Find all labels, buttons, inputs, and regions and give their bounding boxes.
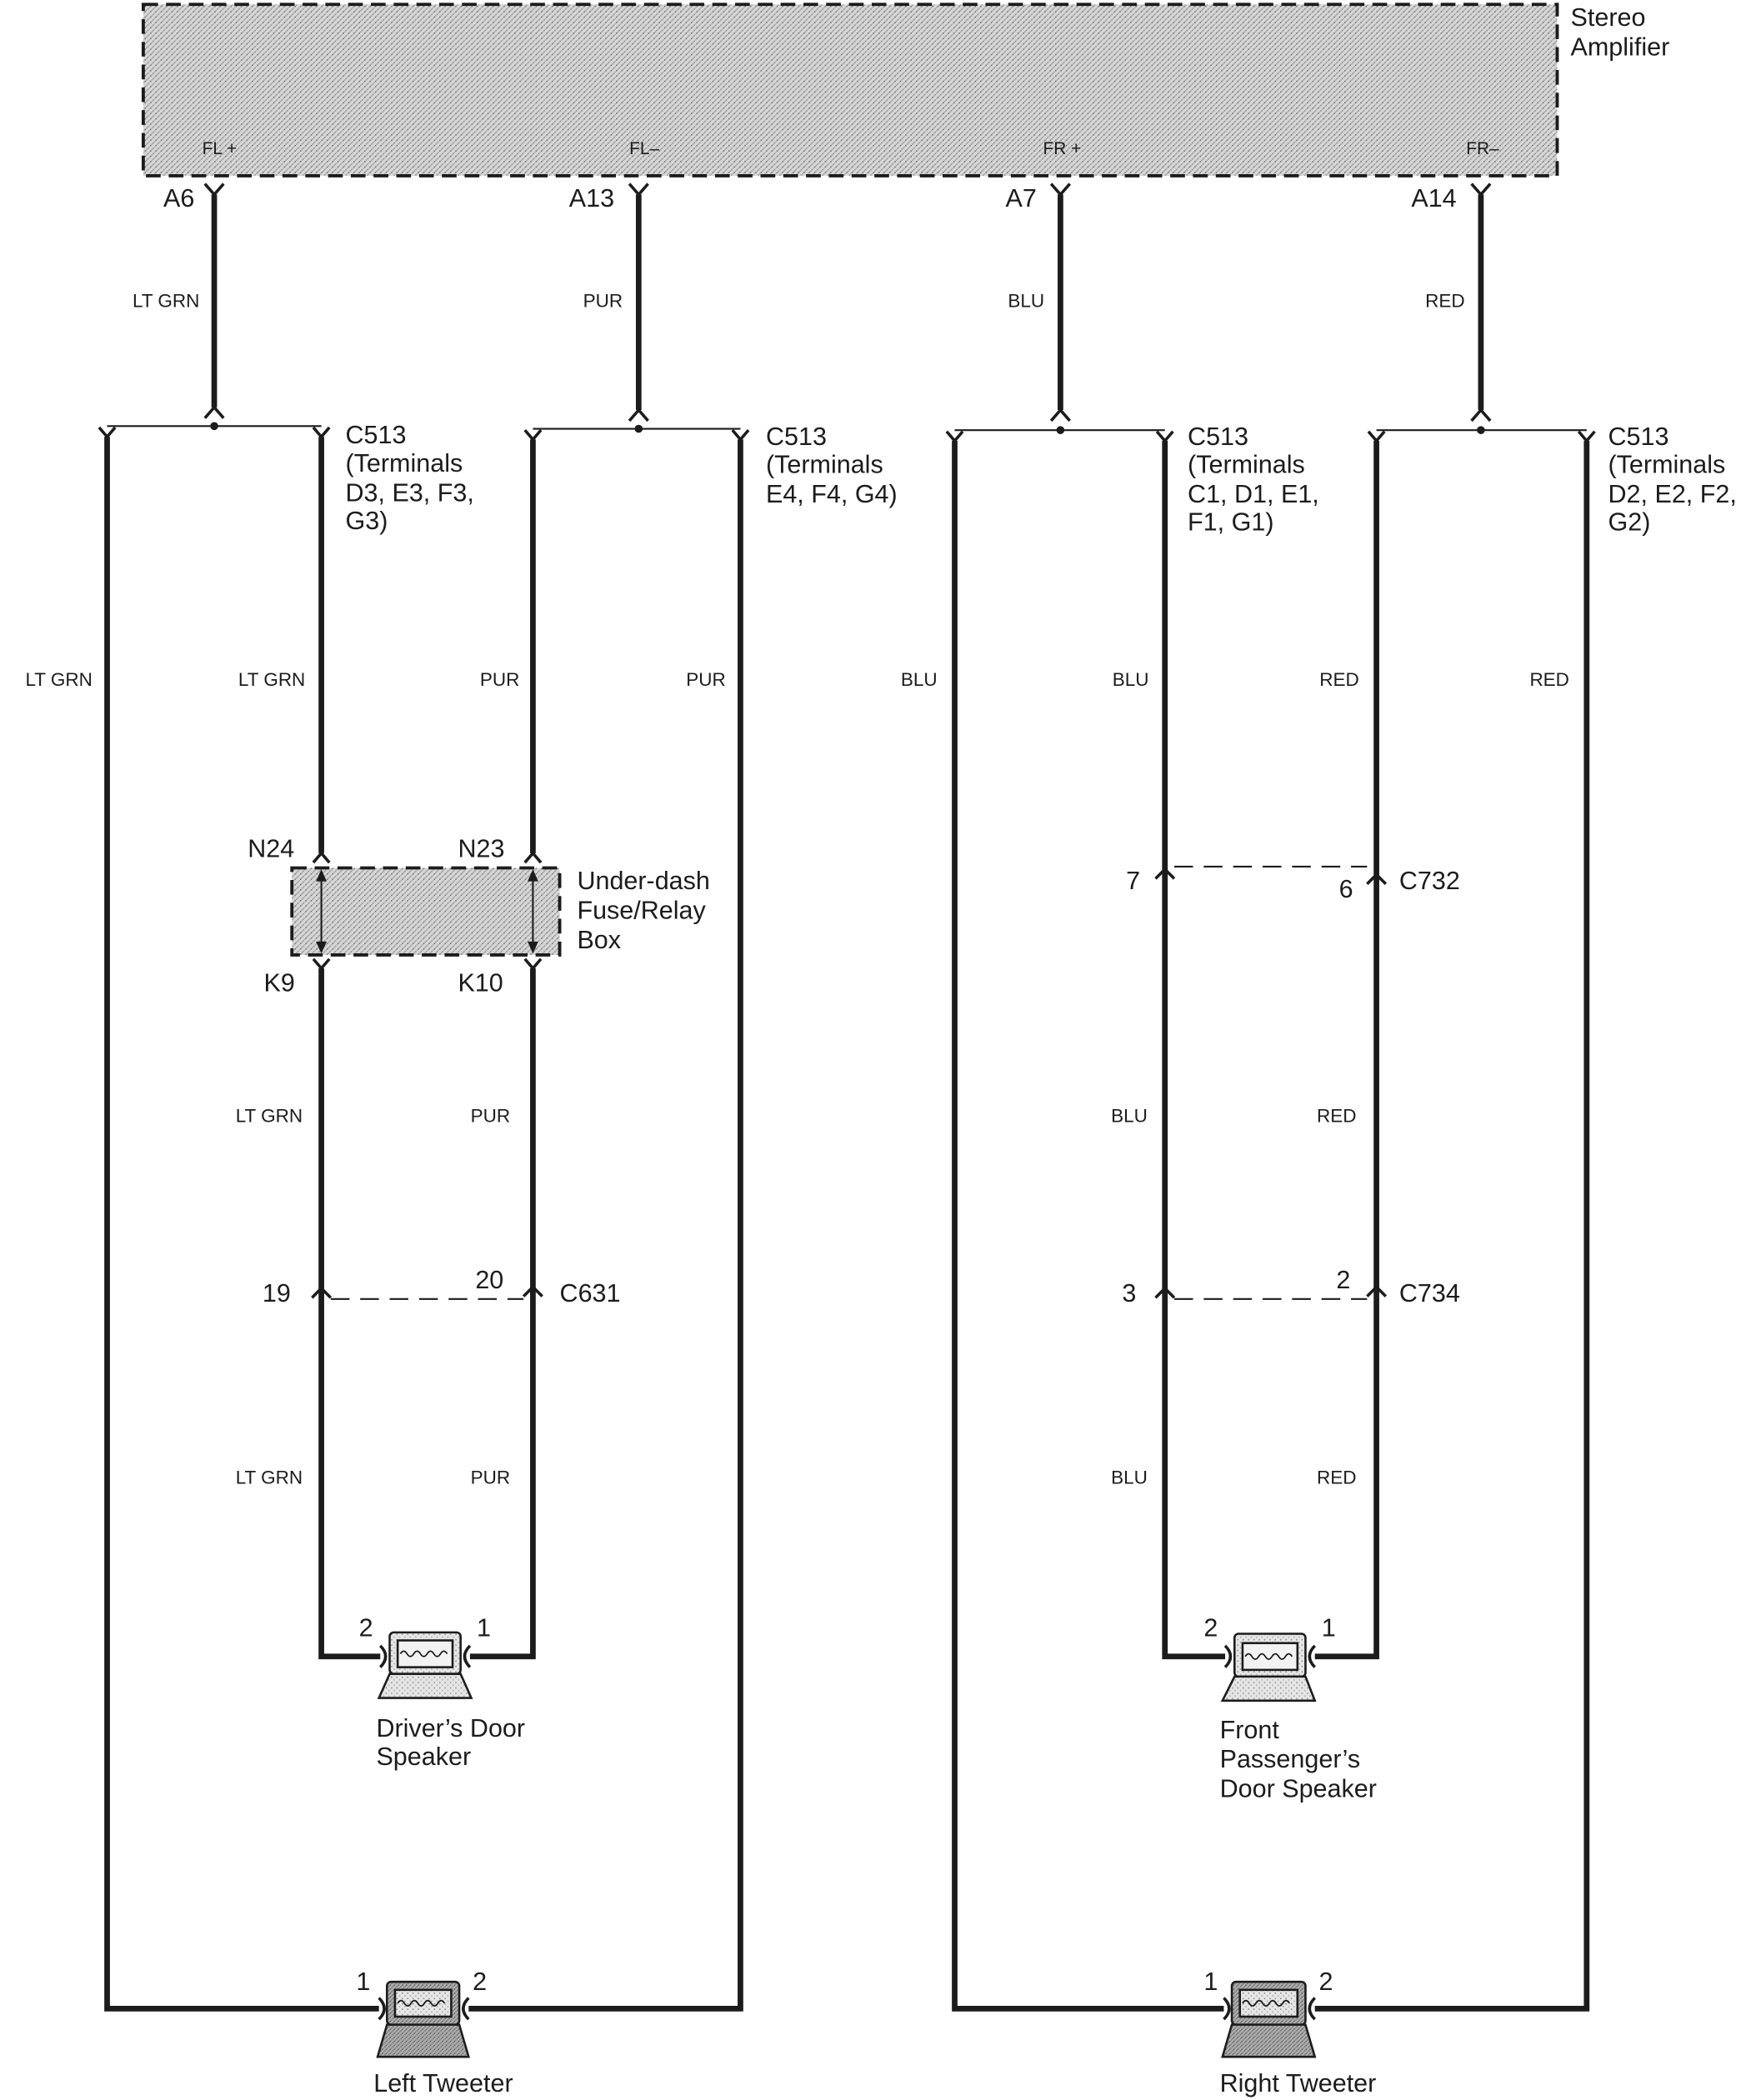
terminal-label-a7: A7: [1005, 183, 1037, 212]
pin-label-2: 2: [1336, 1265, 1351, 1294]
pin-label-19: 19: [262, 1279, 291, 1308]
c513-label-line-4: G3): [345, 507, 388, 536]
c513-label-line-1: C513: [1608, 422, 1669, 451]
c513-label-line-3: D2, E2, F2,: [1608, 479, 1737, 508]
wire-color-right-tweeter-upper: BLU: [900, 669, 938, 691]
wire-color-driver-minus-mid: PUR: [470, 1105, 511, 1127]
amplifier-output-wires: [205, 184, 1490, 421]
pin-label-2: 2: [358, 1613, 373, 1642]
right-tweeter: [1203, 1968, 1376, 2098]
wire-color-passenger-plus-upper: BLU: [1112, 669, 1149, 691]
connector-n23: [525, 853, 541, 862]
pin-label-1: 1: [356, 1967, 371, 1996]
tweeter-icon: [1223, 1982, 1315, 2057]
connector-c732: [1126, 867, 1460, 903]
wire-color-left-tweeter-upper: LT GRN: [25, 669, 93, 691]
wire-driver-speaker-pur-lower: [470, 968, 533, 1657]
component-label-line-1: Driver’s Door: [376, 1714, 526, 1743]
pin-label-6: 6: [1338, 874, 1353, 903]
connector-k9: [313, 959, 329, 968]
fuse-box-label-line-3: Box: [577, 925, 622, 954]
wire-color-passenger-plus-lower: BLU: [1111, 1467, 1148, 1488]
c513-label-line-2: (Terminals: [1608, 450, 1726, 479]
terminal-label-k10: K10: [458, 968, 503, 998]
c513-junction-fr-plus: [947, 422, 1319, 537]
c513-label-line-2: (Terminals: [1188, 450, 1305, 479]
pin-label-7: 7: [1126, 867, 1141, 896]
c513-label-line-3: E4, F4, G4): [765, 479, 898, 508]
terminal-label-a13: A13: [568, 183, 615, 212]
tweeter-icon: [378, 1982, 468, 2057]
pin-label-1: 1: [1203, 1967, 1218, 1996]
speaker-terminal-2: [1225, 1646, 1230, 1668]
connector-c734: [1122, 1266, 1460, 1308]
tweeter-terminal-2: [463, 1998, 468, 2019]
drivers-door-speaker: [359, 1614, 525, 1771]
wire-color-driver-plus-mid: LT GRN: [235, 1105, 303, 1127]
stereo-amplifier-label-line-1: Stereo: [1570, 2, 1646, 32]
pin-label-20: 20: [475, 1265, 504, 1294]
pin-label-fl-plus: FL +: [202, 139, 238, 159]
pin-label-1: 1: [476, 1613, 491, 1642]
left-tweeter: [356, 1968, 513, 2098]
c513-label-line-3: C1, D1, E1,: [1188, 479, 1319, 508]
connector-label-c631: C631: [559, 1279, 621, 1308]
c513-label-line-4: F1, G1): [1188, 508, 1274, 537]
wire-color-driver-plus-lower: LT GRN: [235, 1467, 303, 1488]
wire-right-tweeter-blu: [955, 441, 1224, 2008]
speaker-terminal-2: [380, 1646, 385, 1668]
c513-label-line-2: (Terminals: [345, 448, 463, 478]
stereo-amplifier: [143, 3, 1669, 176]
c513-label-line-1: C513: [1188, 422, 1249, 451]
wire-color-driver-minus-upper: PUR: [479, 669, 520, 691]
c513-junction-fr-minus: [1368, 422, 1737, 537]
connector-label-c734: C734: [1398, 1279, 1460, 1308]
front-passengers-door-speaker: [1203, 1614, 1377, 1803]
wire-color-driver-plus-upper: LT GRN: [238, 669, 306, 691]
tweeter-terminal-2: [1309, 1998, 1314, 2019]
wire-color-right-tweeter-minus-upper: RED: [1529, 669, 1569, 691]
c513-junction-fl-minus: [525, 422, 898, 508]
pin-label-3: 3: [1122, 1279, 1137, 1308]
c513-junction-fl-plus: [99, 421, 474, 535]
component-label-line-3: Door Speaker: [1219, 1774, 1377, 1803]
speaker-icon: [1223, 1633, 1315, 1700]
tweeter-terminal-1: [1223, 1998, 1228, 2019]
component-label: Right Tweeter: [1219, 2068, 1377, 2098]
c513-label-line-3: D3, E3, F3,: [345, 478, 474, 508]
terminal-label-n23: N23: [458, 834, 505, 863]
stereo-amplifier-label-line-2: Amplifier: [1570, 32, 1670, 62]
terminal-label-k9: K9: [263, 968, 295, 998]
c513-label-line-1: C513: [765, 422, 827, 451]
wire-color-passenger-plus-mid: BLU: [1111, 1105, 1148, 1127]
fuse-box-label-line-2: Fuse/Relay: [577, 896, 706, 925]
connector-n24: [313, 853, 329, 862]
speaker-terminal-1: [464, 1646, 469, 1668]
wire-passenger-speaker-blu: [1165, 441, 1225, 1657]
terminal-label-n24: N24: [248, 834, 295, 863]
pin-label-fl-minus: FL–: [629, 139, 660, 159]
pin-label-2: 2: [1203, 1613, 1218, 1642]
wire-color-driver-minus-lower: PUR: [470, 1467, 511, 1488]
c513-label-line-4: G2): [1608, 508, 1651, 537]
wire-color-a7: BLU: [1008, 290, 1045, 312]
speaker-icon: [379, 1632, 472, 1698]
connector-k10: [525, 959, 541, 968]
pin-label-2: 2: [1318, 1967, 1333, 1996]
pin-label-fr-plus: FR +: [1043, 139, 1082, 159]
pin-label-2: 2: [473, 1967, 488, 1996]
component-label-line-1: Front: [1219, 1715, 1279, 1744]
connector-c631: [263, 1266, 621, 1308]
under-dash-fuse-relay-box: [248, 835, 710, 998]
wire-color-a13: PUR: [583, 290, 623, 312]
wire-driver-speaker-lt-grn-lower: [322, 968, 381, 1657]
component-label: Left Tweeter: [373, 2068, 513, 2098]
component-label-line-2: Speaker: [376, 1742, 472, 1771]
connector-label-c732: C732: [1398, 867, 1460, 896]
wire-color-passenger-minus-lower: RED: [1316, 1467, 1357, 1488]
terminal-label-a6: A6: [163, 183, 195, 212]
pin-label-1: 1: [1321, 1613, 1336, 1642]
wire-color-a14: RED: [1425, 290, 1465, 312]
stereo-amplifier-box: [143, 4, 1558, 176]
wire-color-a6: LT GRN: [133, 290, 200, 312]
c513-label-line-2: (Terminals: [765, 450, 883, 479]
terminal-label-a14: A14: [1411, 183, 1457, 212]
speaker-terminal-1: [1309, 1646, 1314, 1668]
wire-color-passenger-minus-upper: RED: [1319, 669, 1359, 691]
c513-label-line-1: C513: [345, 421, 407, 450]
branch-wires: [108, 437, 1587, 2008]
fuse-relay-box-outline: [292, 868, 559, 955]
fuse-box-label-line-1: Under-dash: [577, 867, 710, 896]
component-label-line-2: Passenger’s: [1219, 1745, 1361, 1774]
wire-color-passenger-minus-mid: RED: [1316, 1105, 1357, 1127]
wire-color-left-tweeter-minus-upper: PUR: [686, 669, 726, 691]
tweeter-terminal-1: [379, 1998, 384, 2019]
pin-label-fr-minus: FR–: [1466, 139, 1499, 159]
